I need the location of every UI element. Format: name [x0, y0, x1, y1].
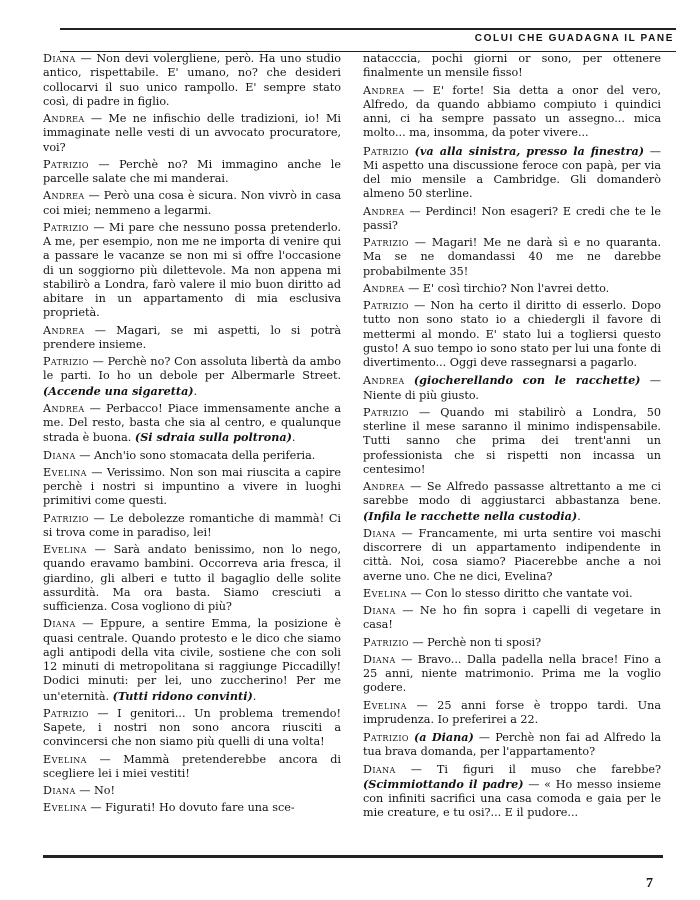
dialogue-line	[363, 52, 661, 81]
dialogue-text: — Se Alfredo passasse altrettanto a me ci sarebbe modo di aggiustarci abbastanza bene.	[363, 480, 661, 508]
dialogue-text: — Mi pare che nessuno possa pretenderlo. A me, per esempio, non me ne importa di venire qui a passare le vacanze se non mi si offre l'occasione di un soggiorno più dilettevole. Ma non appena mi stabilirò a Londra, farò valere il mio buon diritto ad abitare in un appartamento di mia esclusiva proprietà.	[43, 220, 341, 320]
speaker-name: Evelina	[43, 543, 87, 556]
dialogue-text: — Ne ho fin sopra i capelli di vegetare in casa!	[363, 604, 661, 632]
dialogue-text: — Anch'io sono stomacata della periferia.	[75, 448, 316, 462]
speaker-name: Evelina	[43, 465, 87, 479]
dialogue-line	[363, 653, 661, 696]
speaker-name: Patrizio	[43, 511, 89, 525]
page-number: 7	[646, 876, 653, 891]
dialogue-text: — Eppure, a sentire Emma, la posizione è quasi centrale. Quando protesto e le dico che siamo agli antipodi della vita civile, sostiene che con soli 12 minuti di metropolitana si raggiunge Piccadilly! Dodici minuti: per lei, uno zuccherino! Per me un'eternità.	[43, 617, 341, 703]
stage-direction: (Si sdraia sulla poltrona)	[134, 430, 292, 445]
dialogue-line	[43, 449, 341, 463]
dialogue-line	[43, 801, 341, 815]
speaker-name: Patrizio	[363, 405, 409, 419]
speaker-name: Diana	[43, 52, 76, 65]
speaker-name: Diana	[363, 526, 396, 540]
speaker-name: Diana	[363, 762, 396, 776]
dialogue-text: — Francamente, mi urta sentire voi maschi discorrere di un appartamento indipendente in città. Noi, cosa siamo? Piacerebbe anche a noi averne uno. Che ne dici, Evelina?	[363, 526, 661, 583]
dialogue-line	[363, 604, 661, 633]
dialogue-line	[43, 324, 341, 353]
dialogue-line	[363, 205, 661, 234]
speaker-name: Andrea	[363, 281, 405, 295]
dialogue-text	[405, 374, 414, 387]
dialogue-text: — I genitori... Un problema tremendo! Sapete, i nostri non sono ancora riusciti a convincersi che non siamo più quelli di una volta!	[43, 706, 341, 749]
speaker-name: Diana	[43, 617, 76, 631]
dialogue-text-after: — « Ho messo insieme con infiniti sacrifici una casa comoda e gaia per le mie creature, e tu osi?... E il pudore...	[363, 777, 661, 820]
stage-direction: (va alla sinistra, presso la finestra)	[414, 143, 645, 158]
stage-direction: (a Diana)	[413, 730, 474, 744]
dialogue-text: — Sarà andato benissimo, non lo nego, quando eravamo bambini. Occorreva aria fresca, il giardino, gli alberi e tutto il bagaglio delle solite assurdità. Ma ora basta. Siamo cresciuti a sufficienza. Cosa vogliono di più?	[43, 543, 341, 613]
dialogue-line	[43, 784, 341, 798]
dialogue-line	[43, 512, 341, 541]
speaker-name: Evelina	[363, 698, 407, 712]
dialogue-text: — Magari! Me ne darà sì e no quaranta. Ma se ne domandassi 40 me ne darebbe probabilmente 35!	[363, 236, 661, 278]
speaker-name: Patrizio	[363, 635, 409, 649]
dialogue-text: — Con lo stesso diritto che vantate voi.	[406, 586, 633, 600]
dialogue-text: — Perbacco! Piace immensamente anche a me. Del resto, basta che sia al centro, e qualunque strada è buona.	[43, 401, 341, 445]
speaker-name: Andrea	[363, 480, 405, 493]
dialogue-text-after: .	[577, 509, 581, 523]
dialogue-text: — Verissimo. Non son mai riuscita a capire perchè i nostri si impuntino a vivere in luoghi primitivi come questi.	[43, 465, 341, 508]
running-header	[60, 28, 676, 52]
dialogue-text: — Non ha certo il diritto di esserlo. Dopo tutto non sono stato io a chiedergli il favore di mettermi al mondo. E' stato lui a togliersi questo gusto! A suo tempo io sono stato per lui una fonte di divertimento... Oggi deve rassegnarsi a pagarlo.	[363, 299, 661, 369]
speaker-name: Patrizio	[363, 731, 409, 744]
dialogue-line	[43, 189, 341, 218]
header-title: COLUI CHE GUADAGNA IL PANE	[474, 33, 674, 44]
speaker-name: Diana	[363, 604, 396, 617]
dialogue-text-after: — Perchè non fai ad Alfredo la tua brava domanda, per l'appartamento?	[363, 731, 661, 759]
dialogue-text: — 25 anni forse è troppo tardi. Una imprudenza. Io preferirei a 22.	[363, 698, 661, 726]
speaker-name: Diana	[363, 652, 396, 666]
speaker-name: Diana	[43, 448, 76, 462]
dialogue-line	[363, 373, 661, 403]
dialogue-line	[43, 112, 341, 155]
speaker-name: Evelina	[363, 586, 407, 600]
dialogue-text-after: — Mi aspetto una discussione feroce con papà, per via del mio mensile a Cambridge. Gli domanderò almeno 50 sterline.	[363, 144, 661, 201]
dialogue-line	[363, 763, 661, 821]
dialogue-line	[43, 158, 341, 187]
dialogue-text: — No!	[75, 784, 116, 797]
speaker-name: Evelina	[43, 752, 87, 766]
dialogue-line	[43, 617, 341, 704]
dialogue-line	[43, 355, 341, 399]
dialogue-text-after: .	[252, 689, 257, 703]
dialogue-line	[43, 466, 341, 509]
speaker-name: Evelina	[43, 801, 87, 815]
left-column	[43, 52, 341, 848]
dialogue-line	[43, 221, 341, 321]
dialogue-line	[363, 406, 661, 477]
dialogue-line	[43, 753, 341, 782]
dialogue-line	[43, 402, 341, 446]
dialogue-text: — Bravo... Dalla padella nella brace! Fino a 25 anni, niente matrimonio. Prima me la voglio godere.	[363, 652, 661, 695]
dialogue-line	[43, 52, 341, 109]
dialogue-line	[363, 699, 661, 728]
dialogue-text-after: .	[193, 384, 198, 398]
stage-direction: (Scimmiottando il padre)	[363, 776, 524, 791]
dialogue-line	[43, 543, 341, 614]
speaker-name: Patrizio	[43, 706, 89, 720]
dialogue-line	[363, 84, 661, 141]
speaker-name: Andrea	[363, 374, 405, 388]
dialogue-line	[43, 707, 341, 750]
dialogue-text-after: .	[291, 431, 296, 445]
dialogue-text-after: — Niente di più giusto.	[363, 374, 661, 402]
dialogue-text: natacccia, pochi giorni or sono, per ottenere finalmente un mensile fisso!	[363, 52, 661, 80]
speaker-name: Patrizio	[363, 299, 409, 312]
stage-direction: (Infila le racchette nella custodia)	[363, 508, 578, 523]
dialogue-line	[363, 480, 661, 524]
speaker-name: Andrea	[43, 112, 85, 125]
speaker-name: Patrizio	[43, 220, 89, 234]
dialogue-text: — Però una cosa è sicura. Non vivrò in casa coi miei; nemmeno a legarmi.	[43, 189, 341, 217]
dialogue-text: — E' così tirchio? Non l'avrei detto.	[404, 281, 610, 295]
dialogue-text: — Perdinci! Non esageri? E credi che te le passi?	[363, 204, 661, 232]
dialogue-text: — E' forte! Sia detta a onor del vero, Alfredo, da quando abbiamo compiuto i quindici anni, ci ha sempre passato un assegno... mica molto... ma, insomma, da poter vivere...	[363, 83, 661, 140]
dialogue-text: — Mammà pretenderebbe ancora di scegliere lei i miei vestiti!	[43, 752, 341, 780]
speaker-name: Andrea	[43, 401, 85, 415]
dialogue-text: — Perchè non ti sposi?	[408, 635, 542, 649]
dialogue-text: — Le debolezze romantiche di mammà! Ci si trova come in paradiso, lei!	[43, 511, 341, 539]
speaker-name: Andrea	[363, 204, 405, 218]
dialogue-line	[363, 299, 661, 370]
dialogue-text: — Perchè no? Mi immagino anche le parcelle salate che mi manderai.	[43, 157, 341, 185]
speaker-name: Patrizio	[43, 355, 89, 368]
speaker-name: Diana	[43, 784, 76, 797]
dialogue-line	[363, 527, 661, 584]
speaker-name: Patrizio	[363, 144, 409, 158]
stage-direction: (Accende una sigaretta)	[43, 383, 194, 398]
speaker-name: Andrea	[43, 323, 85, 337]
stage-direction: (giocherellando con le racchette)	[413, 373, 641, 388]
dialogue-line	[363, 236, 661, 279]
speaker-name: Andrea	[43, 189, 85, 203]
dialogue-text: — Non devi volergliene, però. Ha uno studio antico, rispettabile. E' umano, no? che desideri collocarvi il suo unico rampollo. E' sempre stato così, di padre in figlio.	[43, 52, 341, 108]
dialogue-text: — Perchè no? Con assoluta libertà da ambo le parti. Io ho un debole per Albermarle Street.	[43, 355, 341, 383]
bottom-rule	[43, 855, 663, 858]
dialogue-line	[363, 587, 661, 601]
dialogue-text: — Me ne infischio delle tradizioni, io! Mi immaginate nelle vesti di un avvocato procuratore, voi?	[43, 112, 341, 154]
text-columns	[43, 52, 661, 848]
dialogue-text: — Figurati! Ho dovuto fare una sce-	[86, 801, 295, 815]
speaker-name: Andrea	[363, 83, 405, 97]
speaker-name: Patrizio	[43, 157, 89, 171]
dialogue-text: — Magari, se mi aspetti, lo si potrà prendere insieme.	[43, 323, 341, 351]
dialogue-line	[363, 730, 661, 760]
stage-direction: (Tutti ridono convinti)	[112, 688, 253, 703]
dialogue-line	[363, 636, 661, 650]
right-column	[363, 52, 661, 848]
dialogue-text: — Ti figuri il muso che farebbe?	[395, 762, 661, 776]
speaker-name: Patrizio	[363, 236, 409, 249]
dialogue-text: — Quando mi stabilirò a Londra, 50 sterline il mese saranno il minimo indispensabile. Tutti sanno che prima dei trent'anni un professionista che si rispetti non incassa un centesimo!	[363, 405, 661, 476]
dialogue-line	[363, 144, 661, 202]
dialogue-line	[363, 282, 661, 296]
